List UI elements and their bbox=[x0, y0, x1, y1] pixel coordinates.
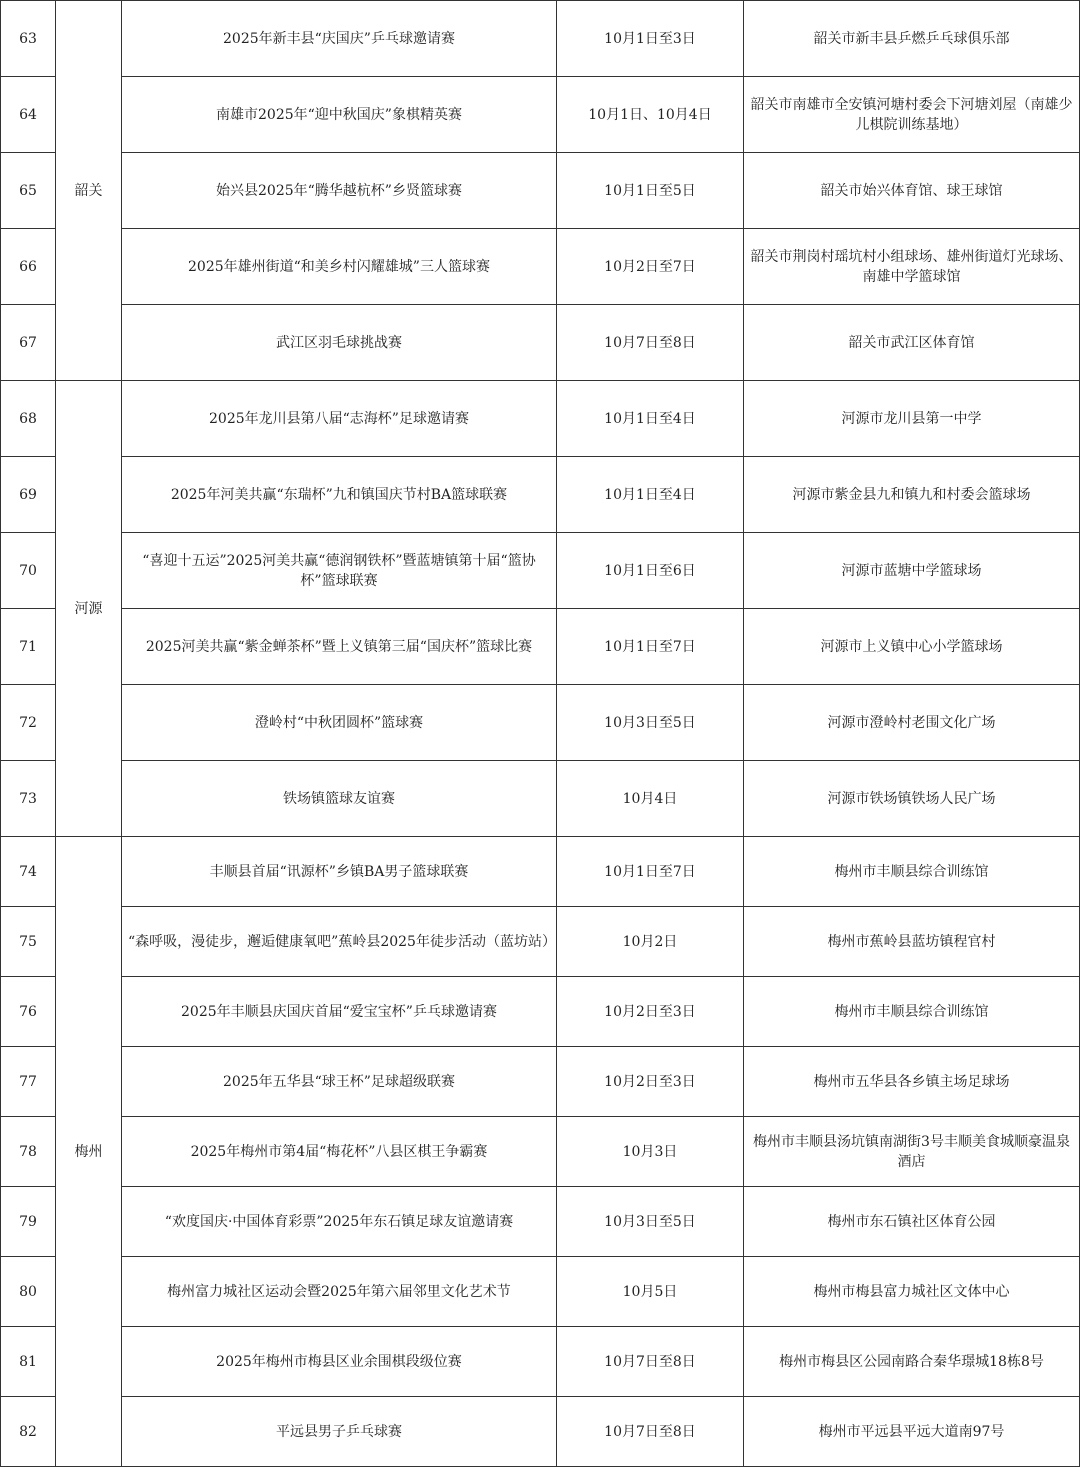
event-name: “欢度国庆·中国体育彩票”2025年东石镇足球友谊邀请赛 bbox=[122, 1187, 557, 1257]
table-row bbox=[1, 685, 1080, 761]
event-date: 10月1日至5日 bbox=[557, 153, 744, 229]
event-venue: 河源市铁场镇铁场人民广场 bbox=[744, 761, 1080, 837]
event-venue: 梅州市平远县平远大道南97号 bbox=[744, 1397, 1080, 1467]
table-row bbox=[1, 1187, 1080, 1257]
event-name: 丰顺县首届“讯源杯”乡镇BA男子篮球联赛 bbox=[122, 837, 557, 907]
event-venue: 河源市紫金县九和镇九和村委会篮球场 bbox=[744, 457, 1080, 533]
table-row bbox=[1, 837, 1080, 907]
event-name: 澄岭村“中秋团圆杯”篮球赛 bbox=[122, 685, 557, 761]
event-venue: 河源市澄岭村老围文化广场 bbox=[744, 685, 1080, 761]
row-number: 76 bbox=[1, 977, 56, 1047]
event-name: 2025年河美共赢“东瑞杯”九和镇国庆节村BA篮球联赛 bbox=[122, 457, 557, 533]
table-row bbox=[1, 907, 1080, 977]
event-date: 10月1日至4日 bbox=[557, 457, 744, 533]
event-date: 10月3日至5日 bbox=[557, 685, 744, 761]
row-number: 71 bbox=[1, 609, 56, 685]
event-date: 10月1日至3日 bbox=[557, 1, 744, 77]
event-venue: 梅州市东石镇社区体育公园 bbox=[744, 1187, 1080, 1257]
event-venue: 梅州市五华县各乡镇主场足球场 bbox=[744, 1047, 1080, 1117]
event-date: 10月7日至8日 bbox=[557, 1397, 744, 1467]
event-date: 10月3日 bbox=[557, 1117, 744, 1187]
event-name: 2025年梅州市梅县区业余围棋段级位赛 bbox=[122, 1327, 557, 1397]
row-number: 78 bbox=[1, 1117, 56, 1187]
table-row bbox=[1, 1, 1080, 77]
table-row bbox=[1, 1047, 1080, 1117]
event-venue: 韶关市始兴体育馆、球王球馆 bbox=[744, 153, 1080, 229]
event-venue: 韶关市南雄市全安镇河塘村委会下河塘刘屋（南雄少儿棋院训练基地） bbox=[744, 77, 1080, 153]
event-venue: 韶关市武江区体育馆 bbox=[744, 305, 1080, 381]
row-number: 63 bbox=[1, 1, 56, 77]
event-name: 2025年梅州市第4届“梅花杯”八县区棋王争霸赛 bbox=[122, 1117, 557, 1187]
event-venue: 梅州市丰顺县综合训练馆 bbox=[744, 837, 1080, 907]
row-number: 66 bbox=[1, 229, 56, 305]
table-row bbox=[1, 761, 1080, 837]
event-venue: 梅州市梅县富力城社区文体中心 bbox=[744, 1257, 1080, 1327]
table-row bbox=[1, 305, 1080, 381]
event-date: 10月2日至3日 bbox=[557, 977, 744, 1047]
event-venue: 梅州市梅县区公园南路合秦华璟城18栋8号 bbox=[744, 1327, 1080, 1397]
row-number: 69 bbox=[1, 457, 56, 533]
table-row bbox=[1, 457, 1080, 533]
event-date: 10月2日 bbox=[557, 907, 744, 977]
event-date: 10月1日、10月4日 bbox=[557, 77, 744, 153]
table-row bbox=[1, 229, 1080, 305]
row-number: 82 bbox=[1, 1397, 56, 1467]
row-number: 79 bbox=[1, 1187, 56, 1257]
row-number: 81 bbox=[1, 1327, 56, 1397]
event-venue: 梅州市蕉岭县蓝坊镇程官村 bbox=[744, 907, 1080, 977]
event-date: 10月1日至7日 bbox=[557, 837, 744, 907]
event-venue: 韶关市新丰县乒燃乒乓球俱乐部 bbox=[744, 1, 1080, 77]
row-number: 65 bbox=[1, 153, 56, 229]
event-date: 10月2日至3日 bbox=[557, 1047, 744, 1117]
event-name: 2025年雄州街道“和美乡村闪耀雄城”三人篮球赛 bbox=[122, 229, 557, 305]
region-cell: 梅州 bbox=[56, 837, 122, 1467]
event-date: 10月3日至5日 bbox=[557, 1187, 744, 1257]
region-cell: 韶关 bbox=[56, 1, 122, 381]
table-row bbox=[1, 77, 1080, 153]
table-row bbox=[1, 153, 1080, 229]
event-name: “喜迎十五运”2025河美共赢“德润钢铁杯”暨蓝塘镇第十届“篮协杯”篮球联赛 bbox=[122, 533, 557, 609]
event-date: 10月1日至7日 bbox=[557, 609, 744, 685]
table-body bbox=[1, 1, 1080, 1467]
table-row bbox=[1, 977, 1080, 1047]
event-name: 南雄市2025年“迎中秋国庆”象棋精英赛 bbox=[122, 77, 557, 153]
event-date: 10月7日至8日 bbox=[557, 1327, 744, 1397]
event-date: 10月5日 bbox=[557, 1257, 744, 1327]
event-name: 铁场镇篮球友谊赛 bbox=[122, 761, 557, 837]
row-number: 72 bbox=[1, 685, 56, 761]
table-row bbox=[1, 1117, 1080, 1187]
event-date: 10月1日至6日 bbox=[557, 533, 744, 609]
event-date: 10月1日至4日 bbox=[557, 381, 744, 457]
event-name: 平远县男子乒乓球赛 bbox=[122, 1397, 557, 1467]
event-name: 2025年丰顺县庆国庆首届“爱宝宝杯”乒乓球邀请赛 bbox=[122, 977, 557, 1047]
table-row bbox=[1, 1327, 1080, 1397]
event-date: 10月2日至7日 bbox=[557, 229, 744, 305]
row-number: 77 bbox=[1, 1047, 56, 1117]
event-venue: 韶关市荆岗村瑶坑村小组球场、雄州街道灯光球场、南雄中学篮球馆 bbox=[744, 229, 1080, 305]
event-venue: 梅州市丰顺县汤坑镇南湖街3号丰顺美食城顺豪温泉酒店 bbox=[744, 1117, 1080, 1187]
row-number: 75 bbox=[1, 907, 56, 977]
event-venue: 河源市蓝塘中学篮球场 bbox=[744, 533, 1080, 609]
event-venue: 梅州市丰顺县综合训练馆 bbox=[744, 977, 1080, 1047]
event-name: 始兴县2025年“腾华越杭杯”乡贤篮球赛 bbox=[122, 153, 557, 229]
row-number: 80 bbox=[1, 1257, 56, 1327]
event-name: “森呼吸，漫徒步，邂逅健康氧吧”蕉岭县2025年徒步活动（蓝坊站） bbox=[122, 907, 557, 977]
table-row bbox=[1, 1257, 1080, 1327]
row-number: 67 bbox=[1, 305, 56, 381]
event-date: 10月7日至8日 bbox=[557, 305, 744, 381]
event-name: 2025年五华县“球王杯”足球超级联赛 bbox=[122, 1047, 557, 1117]
event-venue: 河源市上义镇中心小学篮球场 bbox=[744, 609, 1080, 685]
table-row bbox=[1, 533, 1080, 609]
row-number: 74 bbox=[1, 837, 56, 907]
row-number: 70 bbox=[1, 533, 56, 609]
region-cell: 河源 bbox=[56, 381, 122, 837]
event-name: 武江区羽毛球挑战赛 bbox=[122, 305, 557, 381]
event-name: 2025年新丰县“庆国庆”乒乓球邀请赛 bbox=[122, 1, 557, 77]
event-name: 2025年龙川县第八届“志海杯”足球邀请赛 bbox=[122, 381, 557, 457]
event-name: 梅州富力城社区运动会暨2025年第六届邻里文化艺术节 bbox=[122, 1257, 557, 1327]
row-number: 64 bbox=[1, 77, 56, 153]
row-number: 68 bbox=[1, 381, 56, 457]
event-name: 2025河美共赢“紫金蝉茶杯”暨上义镇第三届“国庆杯”篮球比赛 bbox=[122, 609, 557, 685]
event-venue: 河源市龙川县第一中学 bbox=[744, 381, 1080, 457]
table-row bbox=[1, 1397, 1080, 1467]
row-number: 73 bbox=[1, 761, 56, 837]
event-date: 10月4日 bbox=[557, 761, 744, 837]
table-row bbox=[1, 609, 1080, 685]
table-row bbox=[1, 381, 1080, 457]
